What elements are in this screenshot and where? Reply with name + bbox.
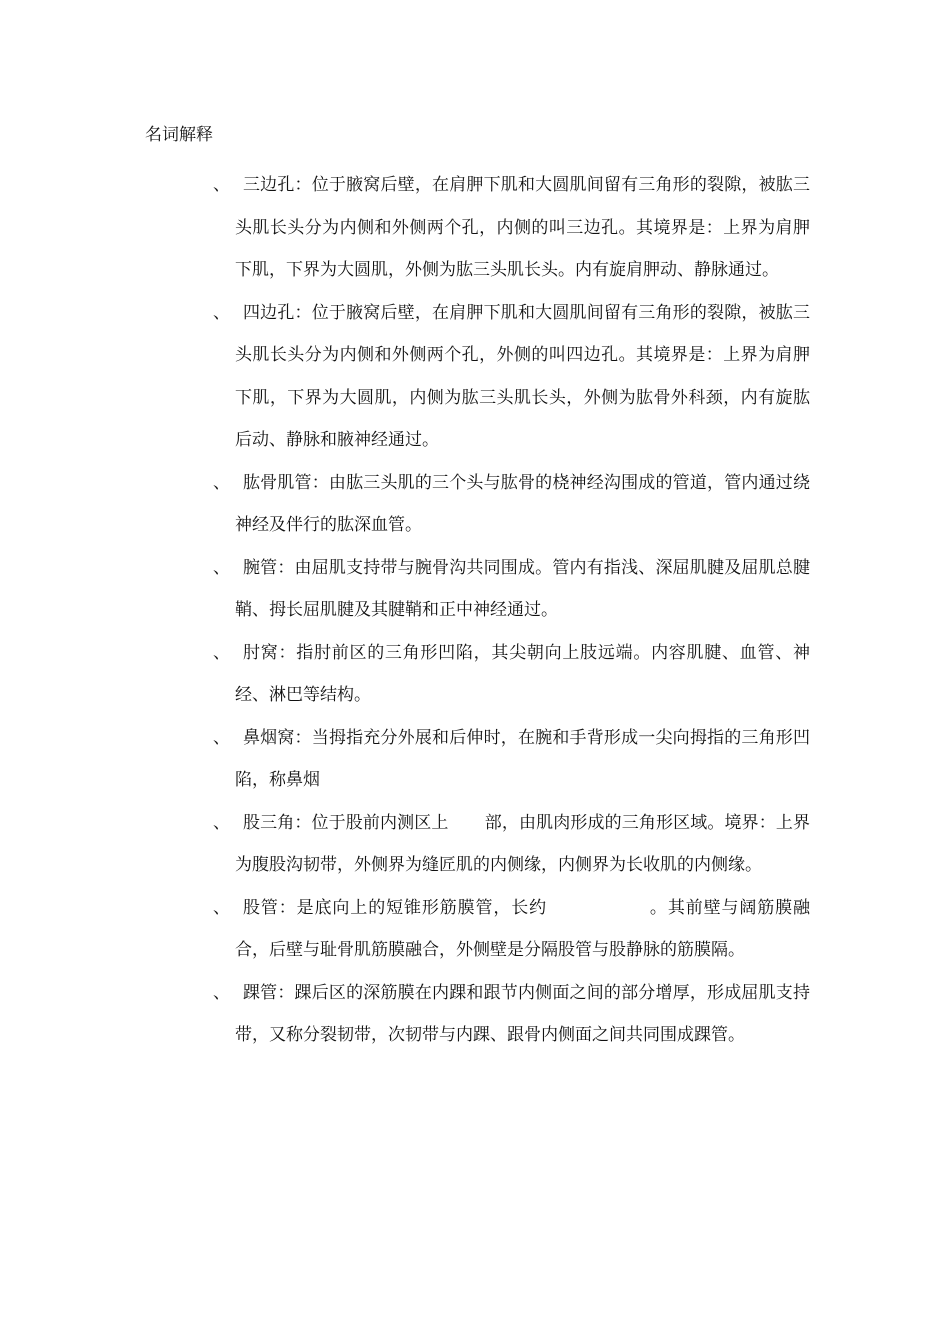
section-heading: 名词解释	[145, 125, 213, 145]
term-list	[0, 164, 950, 1057]
list-bullet: 、	[213, 557, 230, 578]
term-definition	[235, 887, 810, 972]
term-item-three-sided-foramen	[0, 164, 950, 292]
term-text-start: 股三角：位于股前内测区上	[243, 812, 449, 833]
list-bullet: 、	[213, 727, 230, 748]
list-bullet: 、	[213, 812, 230, 833]
term-item-cubital-fossa	[0, 632, 950, 717]
list-bullet: 、	[213, 642, 230, 663]
list-bullet: 、	[213, 472, 230, 493]
term-definition: 三边孔：位于腋窝后壁，在肩胛下肌和大圆肌间留有三角形的裂隙，被肱三头肌长头分为内侧和外侧两个孔，内侧的叫三边孔。其境界是：上界为肩胛下肌，下界为大圆肌，外侧为肱三头肌长头。内有旋肩胛动、静脉通过。	[235, 175, 810, 280]
term-item-four-sided-foramen	[0, 292, 950, 462]
term-text-end: 。其前壁与阔筋膜融合，后壁与耻骨肌筋膜融合，外侧壁是分隔股管与股静脉的筋膜隔。	[235, 897, 811, 960]
term-item-femoral-canal	[0, 887, 950, 972]
term-definition: 腕管：由屈肌支持带与腕骨沟共同围成。管内有指浅、深屈肌腱及屈肌总腱鞘、拇长屈肌腱及其腱鞘和正中神经通过。	[235, 557, 810, 620]
list-bullet: 、	[213, 897, 230, 918]
term-text-start: 股管：是底向上的短锥形筋膜管，长约	[243, 897, 548, 918]
term-item-carpal-canal	[0, 547, 950, 632]
term-item-anatomical-snuffbox	[0, 717, 950, 802]
term-definition: 肘窝：指肘前区的三角形凹陷，其尖朝向上肢远端。内容肌腱、血管、神经、淋巴等结构。	[235, 642, 810, 705]
term-definition: 踝管：踝后区的深筋膜在内踝和跟节内侧面之间的部分增厚，形成屈肌支持带，又称分裂韧带，次韧带与内踝、跟骨内侧面之间共同围成踝管。	[235, 982, 810, 1045]
list-bullet: 、	[213, 175, 230, 195]
term-item-tarsal-tunnel	[0, 972, 950, 1057]
term-definition: 鼻烟窝：当拇指充分外展和后伸时，在腕和手背形成一尖向拇指的三角形凹陷，称鼻烟	[235, 727, 810, 790]
term-item-humeromuscular-tunnel	[0, 462, 950, 547]
term-definition: 四边孔：位于腋窝后壁，在肩胛下肌和大圆肌间留有三角形的裂隙，被肱三头肌长头分为内侧和外侧两个孔，外侧的叫四边孔。其境界是：上界为肩胛下肌，下界为大圆肌，内侧为肱三头肌长头，外侧为肱骨外科颈，内有旋肱后动、静脉和腋神经通过。	[235, 302, 810, 450]
list-bullet: 、	[213, 982, 230, 1003]
term-definition: 肱骨肌管：由肱三头肌的三个头与肱骨的桡神经沟围成的管道，管内通过绕神经及伴行的肱深血管。	[235, 472, 810, 535]
list-bullet: 、	[213, 302, 230, 323]
term-definition	[235, 802, 810, 887]
term-text-end: 部，由肌肉形成的三角形区域。境界：上界为腹股沟韧带，外侧界为缝匠肌的内侧缘，内侧界为长收肌的内侧缘。	[235, 812, 811, 875]
term-item-femoral-triangle	[0, 802, 950, 887]
